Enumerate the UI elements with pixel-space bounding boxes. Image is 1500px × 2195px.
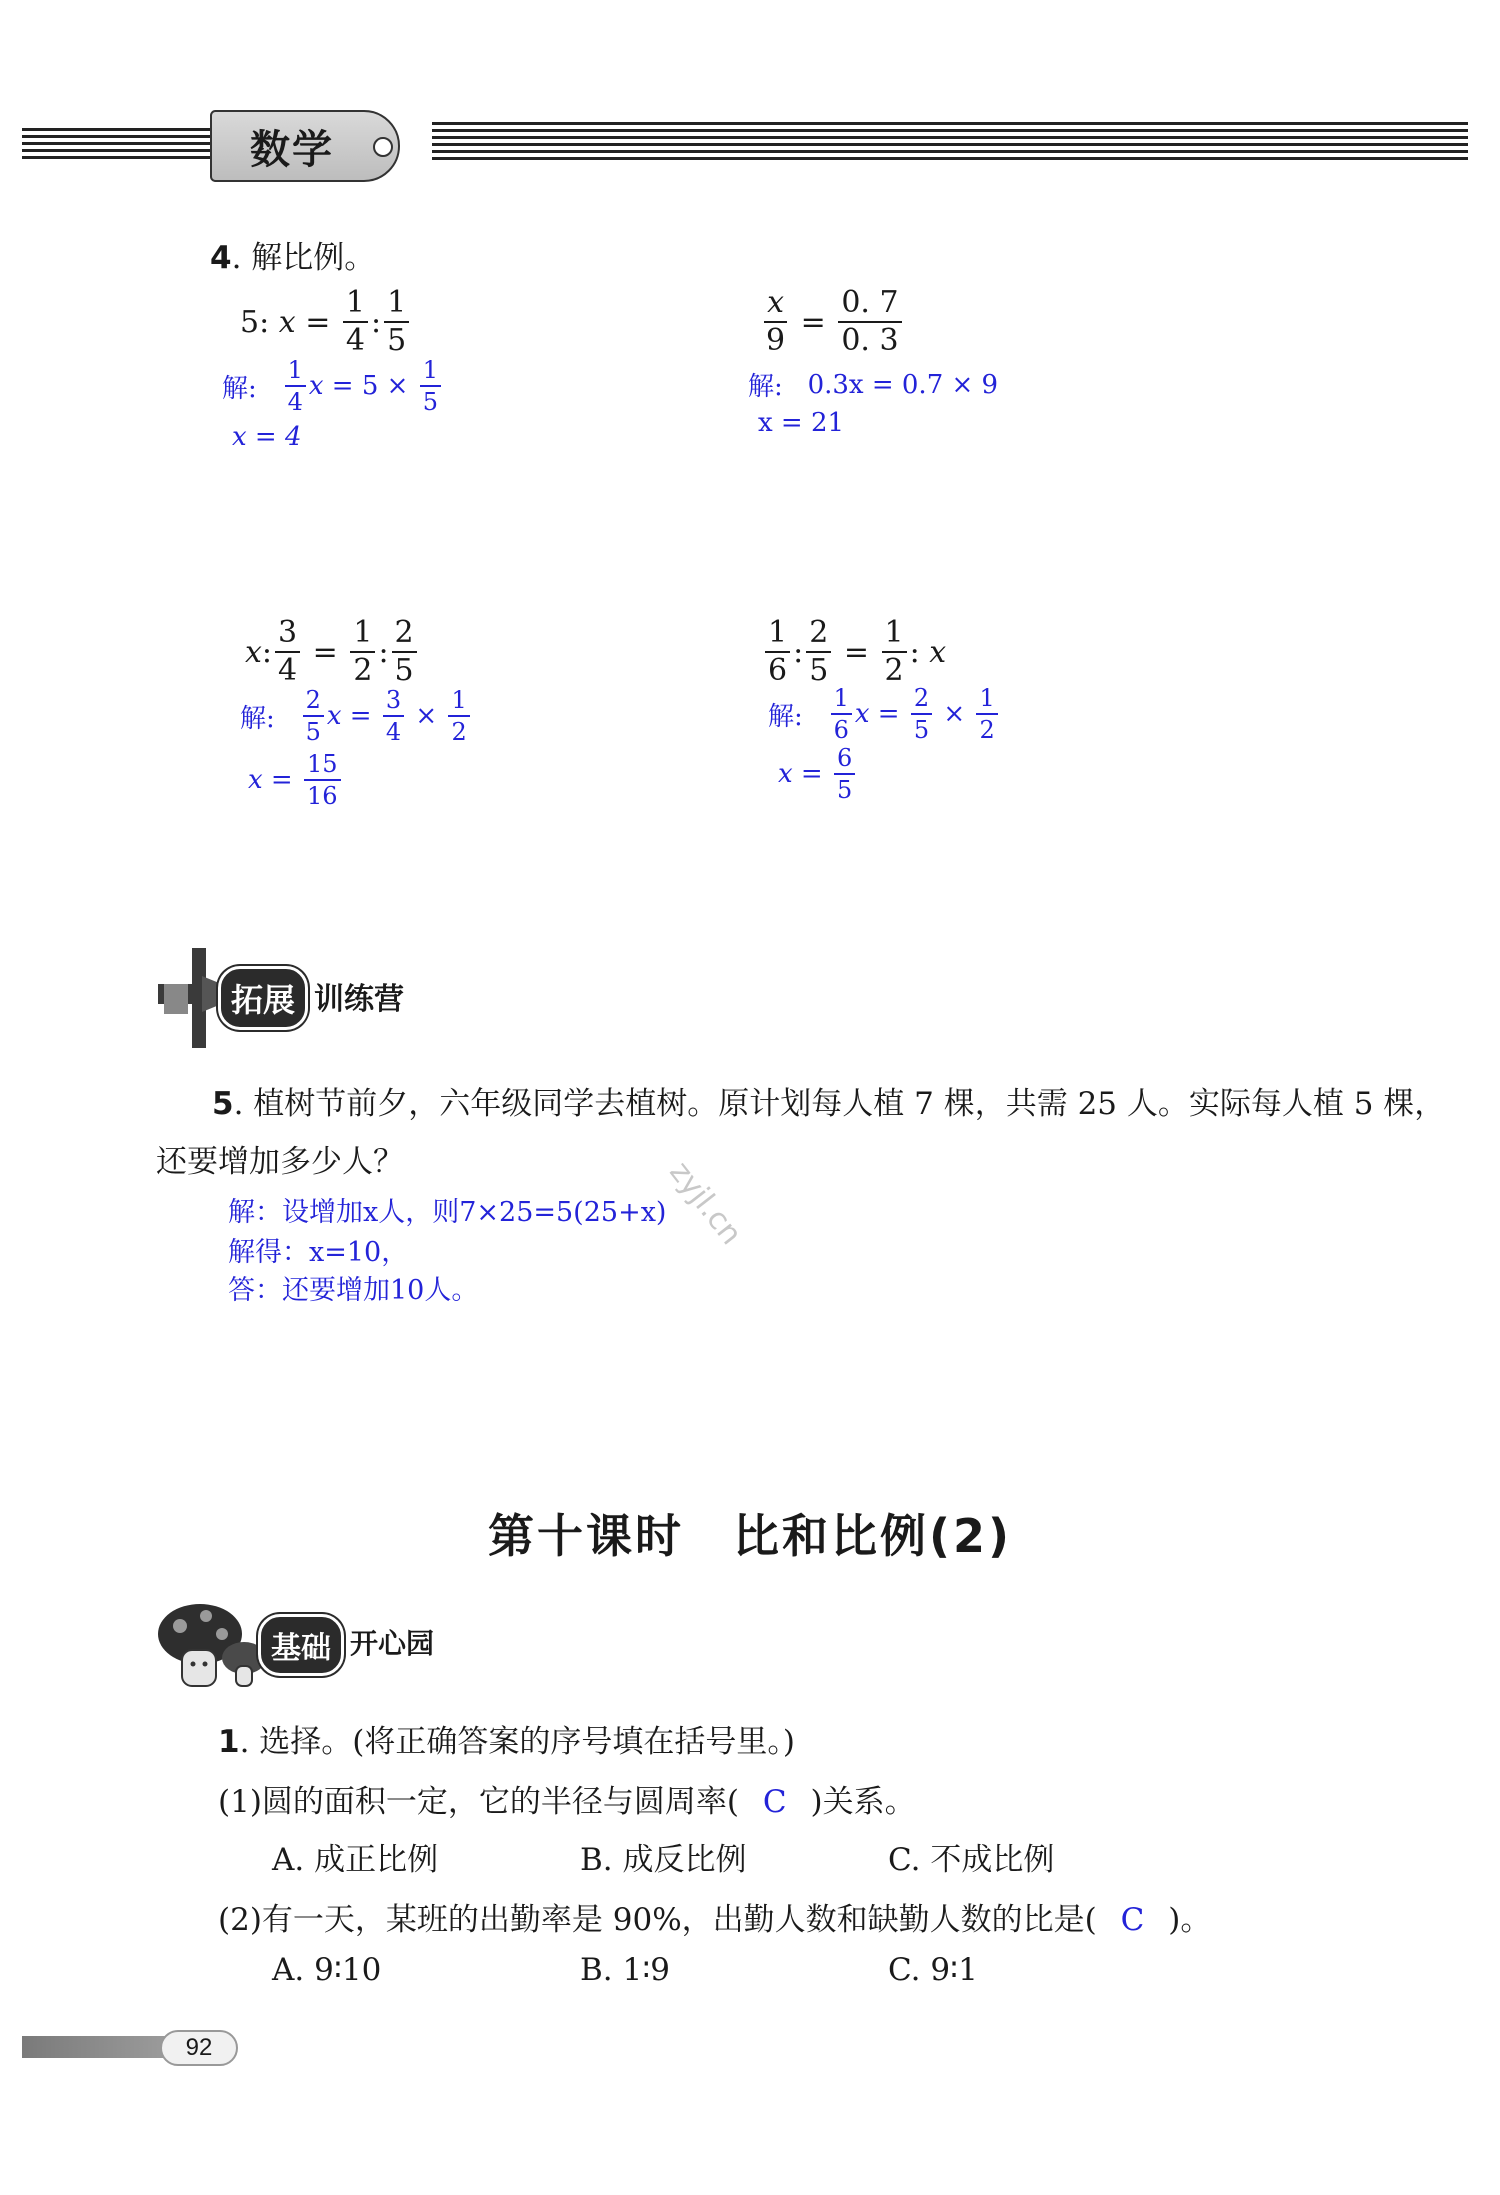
header-rule-right <box>432 122 1468 164</box>
header-rule-left <box>22 128 212 163</box>
q4-problem-3: x : $\frac{3}{4}$ = $\frac{1}{2}$ : $\frac{2}{5}$ <box>245 618 420 686</box>
q4-result-1: x = 4 <box>232 422 302 452</box>
q5-solution-line1: 解：设增加x人，则7×25=5(25+x) <box>228 1197 667 1228</box>
q5-text: 5. 植树节前夕，六年级同学去植树。原计划每人植 7 棵，共需 25 人。实际每人植 5 棵， <box>212 1086 1446 1122</box>
q1-sub1-option-b: B. 成反比例 <box>580 1842 747 1878</box>
q1-number: 1 <box>218 1724 240 1760</box>
section-basic-banner <box>158 1600 440 1690</box>
q4-solution-1: 解: $\frac{1}{4}$ x = 5 × $\frac{1}{5}$ <box>222 358 444 414</box>
q1-sub2-option-a: A. 9∶10 <box>272 1952 382 1988</box>
footer-bar <box>22 2036 172 2058</box>
mushroom-icon <box>158 1600 268 1690</box>
q1-sub2: (2)有一天，某班的出勤率是 90%，出勤人数和缺勤人数的比是( C )。 <box>218 1902 1212 1938</box>
q5-text-line2: 还要增加多少人？ <box>156 1144 404 1180</box>
q4-prompt: . 解比例。 <box>231 240 376 276</box>
q4-problem-2: $\frac{x}{9}$ = $\frac{0. 7}{0. 3}$ <box>760 288 905 356</box>
q5-number: 5 <box>212 1086 234 1122</box>
q4-problem-4: $\frac{1}{6}$ : $\frac{2}{5}$ = $\frac{1}{2}$ : x <box>762 618 946 686</box>
q1-sub2-option-c: C. 9∶1 <box>888 1952 978 1988</box>
q4-result-4: x = $\frac{6}{5}$ <box>778 746 858 802</box>
subject-label: 数学 <box>250 127 334 173</box>
q1-sub1: (1)圆的面积一定，它的半径与圆周率( C )关系。 <box>218 1784 916 1820</box>
q1-sub2-option-b: B. 1∶9 <box>580 1952 671 1988</box>
q1-sub1-option-c: C. 不成比例 <box>888 1842 1055 1878</box>
q4-result-3: x = $\frac{15}{16}$ <box>248 752 344 808</box>
page-number: 92 <box>160 2030 238 2066</box>
q5-answer: 答：还要增加10人。 <box>228 1275 479 1306</box>
q5-solution-line2: 解得：x=10， <box>228 1237 409 1268</box>
q1-sub2-answer: C <box>1120 1902 1145 1938</box>
q1-sub1-answer: C <box>762 1784 787 1820</box>
q4-heading <box>210 232 375 277</box>
section-extend-badge: 拓展 训练营 <box>218 966 410 1030</box>
q1-sub1-option-a: A. 成正比例 <box>272 1842 439 1878</box>
q4-problem-1: 5 : x = $\frac{1}{4}$ : $\frac{1}{5}$ <box>240 288 412 356</box>
q4-result-2: x = 21 <box>758 408 845 438</box>
q4-solution-3: 解: $\frac{2}{5}$ x = $\frac{3}{4}$ × $\frac{1}{2}$ <box>240 688 473 744</box>
tab-hole <box>373 137 393 157</box>
q1-heading: 1. 选择。(将正确答案的序号填在括号里。) <box>218 1724 795 1760</box>
section-extend-banner <box>158 948 410 1048</box>
watermark: zyjl.cn <box>662 1155 749 1252</box>
lesson-title: 第十课时 比和比例(2) <box>487 1509 1013 1563</box>
q4-number: 4 <box>210 240 232 276</box>
q4-solution-2: 解: 0.3x = 0.7 × 9 <box>748 369 999 402</box>
section-basic-badge: 基础 开心园 <box>258 1614 440 1676</box>
q4-solution-4: 解: $\frac{1}{6}$ x = $\frac{2}{5}$ × $\frac{1}{2}$ <box>768 686 1001 742</box>
